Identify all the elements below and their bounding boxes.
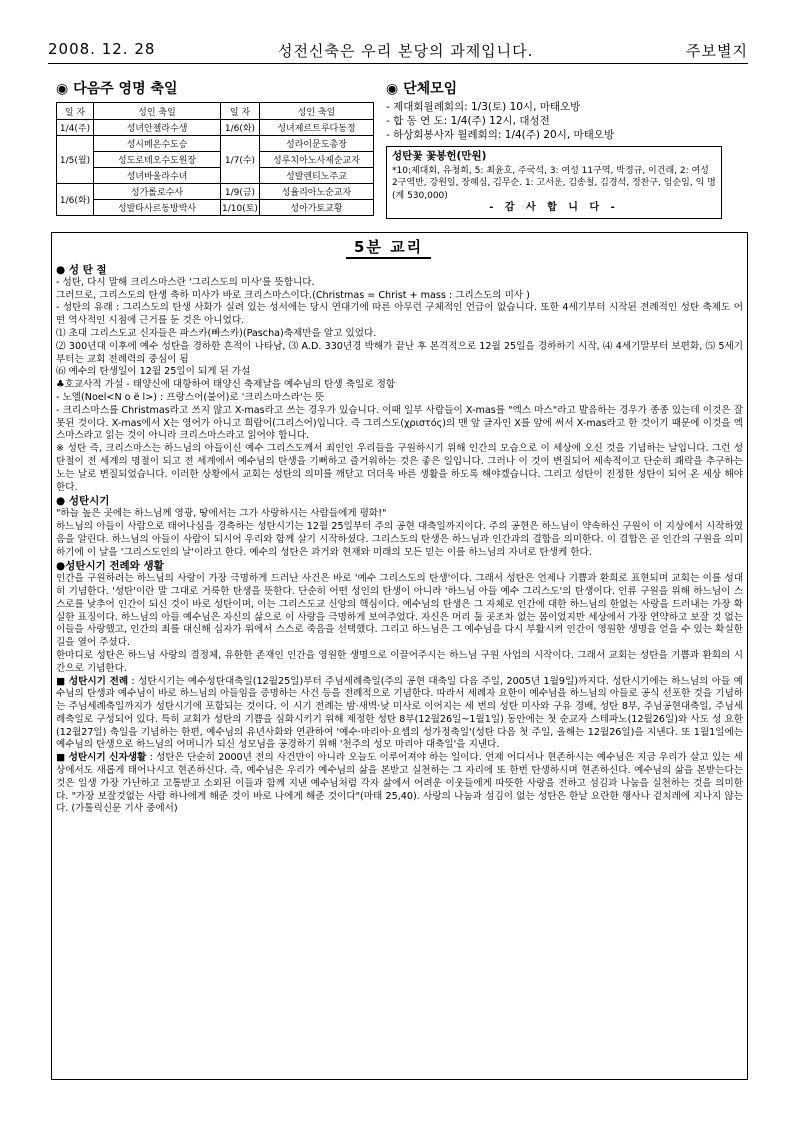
thanks-text: - 감 사 합 니 다 -	[489, 202, 619, 213]
feast-section	[56, 78, 376, 216]
paragraph: - 크리스마스를 Christmas라고 쓰지 않고 X-mas라고 쓰는 경우가 있습니다. 이때 일부 사람들이 X-mas를 "엑스 마스"라고 발음하는 경우가 종종 있는데 이것은 잘못된 것이다. X-mas에서 X는 영어가 아니고 희랍어(그리스어)입니다. 즉 그리스도(χριστός)의 맨 앞 글자인 X를 앞에 써서 X-mas라고 한 것이기 때문에 이것을 엑스마스라고 읽는 것이 아니라 크리스마스라고 읽어야 합니다.	[56, 404, 743, 442]
table-cell: 1/6(화)	[57, 184, 94, 216]
flower-offering-text: *10:제대회, 유청희, 5: 최윤호, 주국석, 3: 여성 11구역, 박정규, 이건래, 2: 여성 2구역반, 강원일, 장혜심, 김무순. 1: 고서운, 김송철, 김경석, 정찬구, 임순임, 익 명(계 530,000)	[392, 165, 716, 201]
target-icon: ◉	[56, 81, 69, 97]
bullet-icon: ●	[56, 560, 66, 573]
square-bullet-icon: ■	[56, 675, 66, 687]
table-cell: 성아가토교황	[259, 200, 373, 216]
paragraph: ⑴ 초대 그리스도교 신자들은 파스카(빠스카)(Pascha)축제만을 알고 있었다.	[56, 327, 377, 339]
table-cell: 성시메온수도승	[94, 136, 221, 152]
square-bullet-icon: ■	[56, 752, 66, 764]
paragraph: ■ 성탄시기 전례 : 성탄시기는 예수성탄대축일(12월25일)부터 주님세례축일(주의 공현 대축일 다음 주일, 2005년 1월9일)까지다. 성탄시기에는 하느님의 아들 예수님의 탄생과 예수님이 바로 하느님의 아들임을 증명하는 사건 등을 전례적으로 기념한다. 따라서 세례자 요한이 예수님을 하느님의 아들로 공식 선포한 것을 기념하는 주님세례축일까지가 성탄시기에 포함되는 것이다. 이 시기 전례는 밤·새벽·낮 미사로 이어지는 세 번의 성탄 미사와 구유 경배, 성탄 8부, 주님공현대축일, 주님세례축일로 구성되어 있다. 특히 교회가 성탄의 기쁨을 심화시키기 위해 제정한 성탄 8부(12월26일~1월1일) 동안에는 첫 순교자 스테파노(12월26일)와 사도 성 요한(12월27일) 축일을 기념하는 한편, 예수님의 유년사화와 연관하여 '예수·마리아·요셉의 성가정축일'(성탄 다음 첫 주일, 올해는 12월26일)을 지낸다. 또 1월1일에는 예수님의 탄생으로 하느님의 어머니가 되신 성모님을 공경하기 위해 '천주의 성모 마리아 대축일'을 지낸다.	[56, 675, 743, 751]
paragraph: ⑹ 예수의 탄생일이 12월 25일이 되게 된 가설	[56, 366, 251, 378]
table-cell: 성녀안젤라수생	[94, 120, 221, 136]
list-item: - 합 동 연 도: 1/4(주) 12시, 대성전	[386, 115, 550, 127]
section-heading: ●성탄시기 전례와 생활	[56, 560, 164, 573]
table-row	[57, 152, 374, 168]
paragraph: - 성탄의 유래 : 그리스도의 탄생 사화가 실려 있는 성서에는 당시 연대기에 따른 아무런 구체적인 언급이 없습니다. 또한 4세기부터 시작된 전례적인 성탄 축제도 어떤 역사적인 시점에 근거를 둔 것은 아니었다.	[56, 302, 743, 327]
feast-table-header	[57, 103, 374, 120]
section-heading: ● 성 탄 절	[56, 264, 107, 276]
target-icon: ◉	[386, 81, 399, 97]
paragraph: - 노엘(Noel<N o ё l>) : 프랑스어(불어)로 '크리스마스라'는 뜻	[56, 391, 325, 403]
table-cell: 성녀바울라수녀	[94, 168, 221, 184]
table-row	[57, 136, 374, 152]
flower-offering-box	[386, 146, 722, 219]
list-item: - 하상회봉사자 월례회의: 1/4(주) 20시, 마태오방	[386, 129, 615, 141]
catechism-box	[51, 232, 748, 1080]
table-row	[57, 184, 374, 200]
table-row	[57, 168, 374, 184]
paragraph: 하느님의 아들이 사람으로 태어나심을 경축하는 성탄시기는 12월 25일부터 주의 공현 대축일까지이다. 주의 공현은 하느님이 약속하신 구원이 이 지상에서 시작하였음을 알린다. 하느님의 아들이 사람이 되시어 우리와 함께 살기 시작하셨다. 그리스도의 탄생은 하느님과 인간과의 결합을 의미한다. 이 결합은 곧 인간의 구원을 의미하기에 이 날을 '그리스도인의 날'이라고 한다. 예수의 성탄은 과거와 현재와 미래의 모든 믿는 이를 하느님의 자녀로 탄생케 한다.	[56, 520, 743, 558]
paragraph: "하늘 높은 곳에는 하느님께 영광, 땅에서는 그가 사랑하시는 사람들에게 평화!"	[56, 508, 387, 520]
feast-section-title: ◉ 다음주 영명 축일	[56, 81, 178, 97]
table-row	[57, 120, 374, 136]
section-heading: ● 성탄시기	[56, 495, 110, 508]
flower-offering-title: 성탄꽃 꽃봉헌(만원)	[392, 150, 487, 162]
paragraph: 그러므로, 그리스도의 탄생 축하 미사가 바로 크리스마스이다.(Christmas = Christ + mass : 그리스도의 미사 )	[56, 289, 530, 301]
header-divider	[48, 63, 748, 64]
table-cell: 성도로테오수도원장	[94, 152, 221, 168]
table-cell: 1/7(수)	[221, 136, 260, 184]
list-item: - 제대회월례회의: 1/3(토) 10시, 마태오방	[386, 101, 581, 113]
table-cell: 1/6(화)	[221, 120, 260, 136]
feast-table	[56, 102, 374, 216]
header-label: 주보별지	[686, 42, 748, 60]
table-cell: 성녀제르트루다동정	[259, 120, 373, 136]
page-header	[48, 40, 748, 62]
catechism-title: 5분 교리	[346, 236, 431, 257]
paragraph: ■ 성탄시기 신자생활 : 성탄은 단순히 2000년 전의 사건만이 아니라 오늘도 이루어져야 하는 일이다. 언제 어디서나 현존하시는 예수님은 지금 우리가 살고 있는 세상에서도 새롭게 태어나시고 현존하신다. 즉, 예수님은 우리가 예수님의 삶을 본받고 실천하는 그 자리에 또 한번 탄생하시며 현존하신다. 예수님의 삶을 본받는다는 것은 일생 가장 가난하고 고통받고 소외된 이들과 함께 지낸 예수님처럼 각자 삶에서 어려운 이웃들에게 따뜻한 사랑을 전하고 섬김과 나눔을 실천하는 것을 의미한다. "가장 보잘것없는 사람 하나에게 해준 것이 바로 나에게 해준 것이다"(마태 25,40). 사랑의 나눔과 섬김이 없는 성탄은 한낱 요란한 행사나 겉치레에 지나지 않는다. (가톨릭신문 기사 중에서)	[56, 752, 743, 815]
col-date: 일 자	[221, 103, 260, 120]
table-cell: 성가롤로수사	[94, 184, 221, 200]
table-cell: 1/9(금)	[221, 184, 260, 200]
table-cell: 성율리아노순교자	[259, 184, 373, 200]
col-date: 일 자	[57, 103, 94, 120]
paragraph: 인간을 구원하려는 하느님의 사랑이 가장 극명하게 드러난 사건은 바로 '예수 그리스도의 탄생'이다. 그래서 성탄은 언제나 기쁨과 환희로 표현되며 교회는 이를 성대히 기념한다. '성탄'이란 말 그대로 거룩한 탄생을 뜻한다. 단순히 어떤 성인의 탄생이 아니라 '하느님 아들 예수 그리스도'의 탄생이다. 인류 구원을 위해 하느님이 스스로를 낮추어 인간이 되신 것이 바로 성탄이며, 이는 그리스도교 신앙의 핵심이다. 예수님의 탄생은 그 자체로 인간에 대한 하느님의 한없는 사랑을 드러내는 가장 확실한 표징이다. 하느님의 아들 예수님은 자신의 삶으로 이 사랑을 극명하게 보여주었다. 자신은 머리 둘 곳조차 없는 몸이었지만 세상에서 가장 연약하고 보잘 것 없는 이들을 사랑했고, 인간의 죄를 대신해 십자가 위에서 스스로 죽음을 선택했다. 그리고 하느님은 그 예수님을 다시 부활시켜 인간이 영원한 생명을 얻을 수 있는 확실한 길을 열어 주셨다.	[56, 573, 743, 649]
table-cell: 성발렌티노주교	[259, 168, 373, 184]
header-title: 성전신축은 우리 본당의 과제입니다.	[278, 42, 534, 60]
col-feast: 성인 축일	[94, 103, 221, 120]
paragraph: ♣호교사적 가설 - 태양신에 대항하여 태양신 축제날을 예수님의 탄생 축일로 정함	[56, 379, 396, 391]
paragraph: ※ 성탄 즉, 크리스마스는 하느님의 아들이신 예수 그리스도께서 죄인인 우리들을 구원하시기 위해 인간의 모습으로 이 세상에 오신 것을 기념하는 날입니다. 그런 성탄절이 전 세계의 명절이 되고 전 세계에서 예수님의 탄생을 기뻐하고 즐거워하는 것은 좋은 일입니다. 그러나 이 것이 변질되어 세속적이고 단순히 쾌락을 추구하는 노는 날로 변질되었습니다. 이러한 상황에서 교회는 성탄의 의미를 깨닫고 더더욱 바른 생활을 하도록 해야겠습니다. 그리고 성탄이 진정한 성탄이 되어 온 세상 해야 한다.	[56, 443, 743, 493]
bullet-icon: ●	[56, 264, 66, 276]
meetings-section-title: ◉ 단체모임	[386, 81, 458, 97]
paragraph: - 성탄, 다시 말해 크리스마스란 '그리스도의 미사'를 뜻합니다.	[56, 276, 315, 288]
table-cell: 1/10(토)	[221, 200, 260, 216]
paragraph: ⑵ 300년대 이후에 예수 성탄을 경하한 흔적이 나타남, ⑶ A.D. 330년경 박해가 끝난 후 본격적으로 12월 25일을 경하하기 시작, ⑷ 4세기말부터 보편화, ⑸ 5세기부터는 교회 전례력의 중심이 됨	[56, 340, 743, 365]
meetings-section	[386, 78, 736, 219]
table-cell: 성발타사르동방박사	[94, 200, 221, 216]
paragraph: 한마디로 성탄은 하느님 사랑의 결정체, 유한한 존재인 인간을 영원한 생명으로 이끌어주시는 하느님 구원 사업의 시작이다. 그래서 교회는 성탄을 기쁨과 환희의 시간으로 기념한다.	[56, 649, 743, 674]
table-cell: 성루치아노사제순교자	[259, 152, 373, 168]
table-row	[57, 200, 374, 216]
col-feast: 성인 축일	[259, 103, 373, 120]
bullet-icon: ●	[56, 495, 66, 508]
table-cell: 성라이문도총장	[259, 136, 373, 152]
catechism-body	[56, 263, 743, 816]
header-date: 2008. 12. 28	[48, 40, 156, 58]
meeting-list	[386, 100, 736, 142]
table-cell: 1/5(월)	[57, 136, 94, 184]
table-cell: 1/4(주)	[57, 120, 94, 136]
